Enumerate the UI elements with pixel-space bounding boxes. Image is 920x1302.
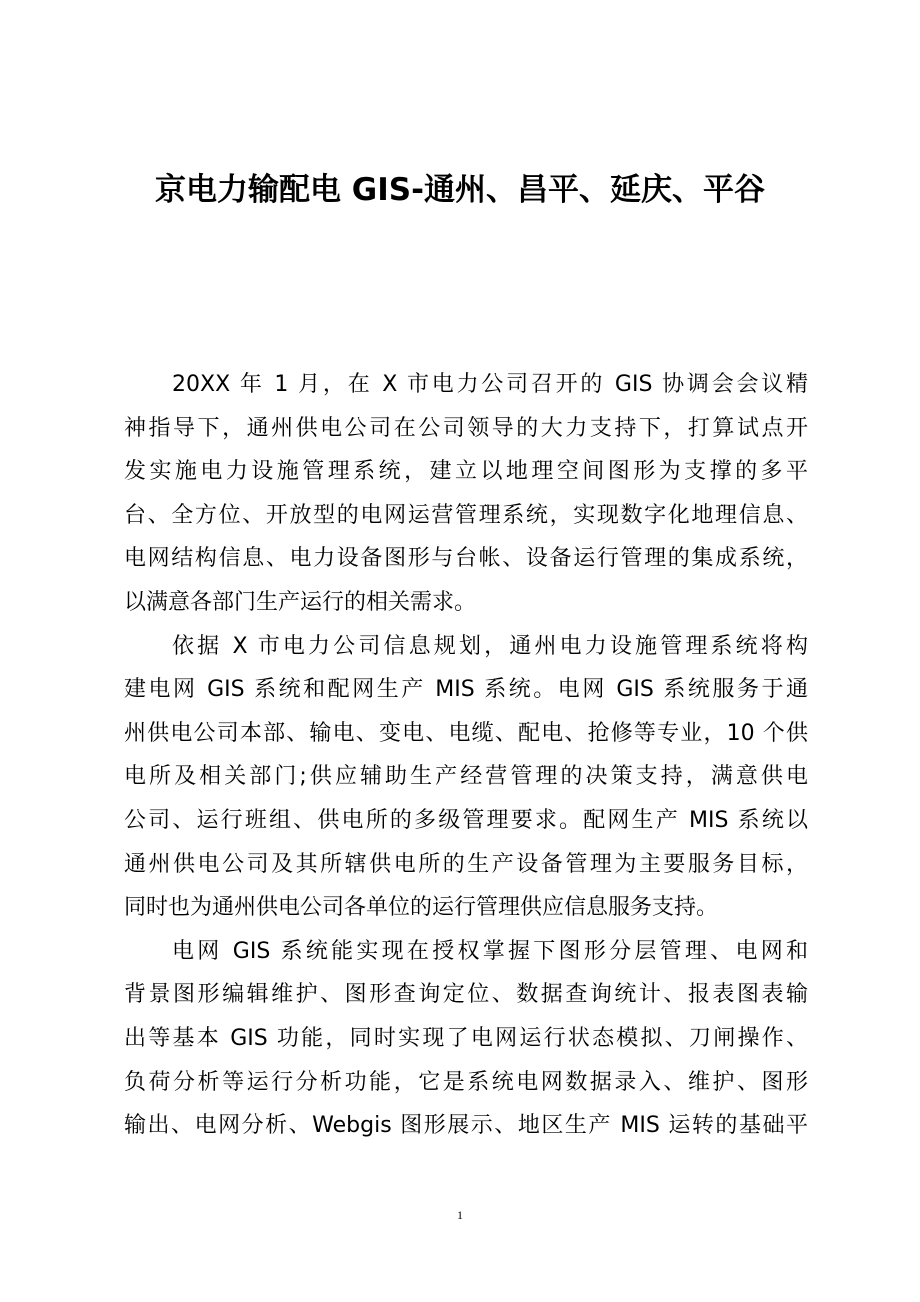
- text-line: 台、全方位、开放型的电网运营管理系统，实现数字化地理信息、: [124, 502, 808, 528]
- text-line: 电网结构信息、电力设备图形与台帐、设备运行管理的集成系统，: [124, 546, 808, 572]
- text-line: 20XX 年 1 月，在 X 市电力公司召开的 GIS 协调会会议精: [172, 372, 808, 397]
- text-line: 以满意各部门生产运行的相关需求。: [124, 589, 477, 615]
- document-title: 京电力输配电 GIS-通州、昌平、延庆、平谷: [155, 172, 765, 208]
- paragraph-3: [124, 930, 808, 1148]
- document-body: [124, 363, 808, 1148]
- text-line: 出等基本 GIS 功能，同时实现了电网运行状态模拟、刀闸操作、: [124, 1025, 808, 1051]
- text-line: 公司、运行班组、供电所的多级管理要求。配网生产 MIS 系统以: [124, 807, 808, 833]
- text-line: 州供电公司本部、输电、变电、电缆、配电、抢修等专业，10 个供: [124, 720, 808, 746]
- text-line: 背景图形编辑维护、图形查询定位、数据查询统计、报表图表输: [124, 982, 808, 1008]
- text-line: 同时也为通州供电公司各单位的运行管理供应信息服务支持。: [124, 895, 719, 921]
- text-line: 建电网 GIS 系统和配网生产 MIS 系统。电网 GIS 系统服务于通: [124, 677, 808, 703]
- text-line: 依据 X 市电力公司信息规划，通州电力设施管理系统将构: [172, 633, 808, 659]
- text-line: 神指导下，通州供电公司在公司领导的大力支持下，打算试点开: [124, 415, 808, 441]
- text-line: 输出、电网分析、Webgis 图形展示、地区生产 MIS 运转的基础平: [124, 1113, 808, 1139]
- text-line: 电网 GIS 系统能实现在授权掌握下图形分层管理、电网和: [172, 938, 808, 964]
- text-line: 负荷分析等运行分析功能，它是系统电网数据录入、维护、图形: [124, 1069, 808, 1095]
- text-line: 通州供电公司及其所辖供电所的生产设备管理为主要服务目标，: [124, 851, 808, 877]
- page-number: 1: [457, 1208, 463, 1222]
- paragraph-1: [124, 363, 808, 625]
- paragraph-2: [124, 625, 808, 930]
- text-line: 发实施电力设施管理系统，建立以地理空间图形为支撑的多平: [124, 459, 808, 485]
- text-line: 电所及相关部门;供应辅助生产经营管理的决策支持，满意供电: [124, 764, 808, 790]
